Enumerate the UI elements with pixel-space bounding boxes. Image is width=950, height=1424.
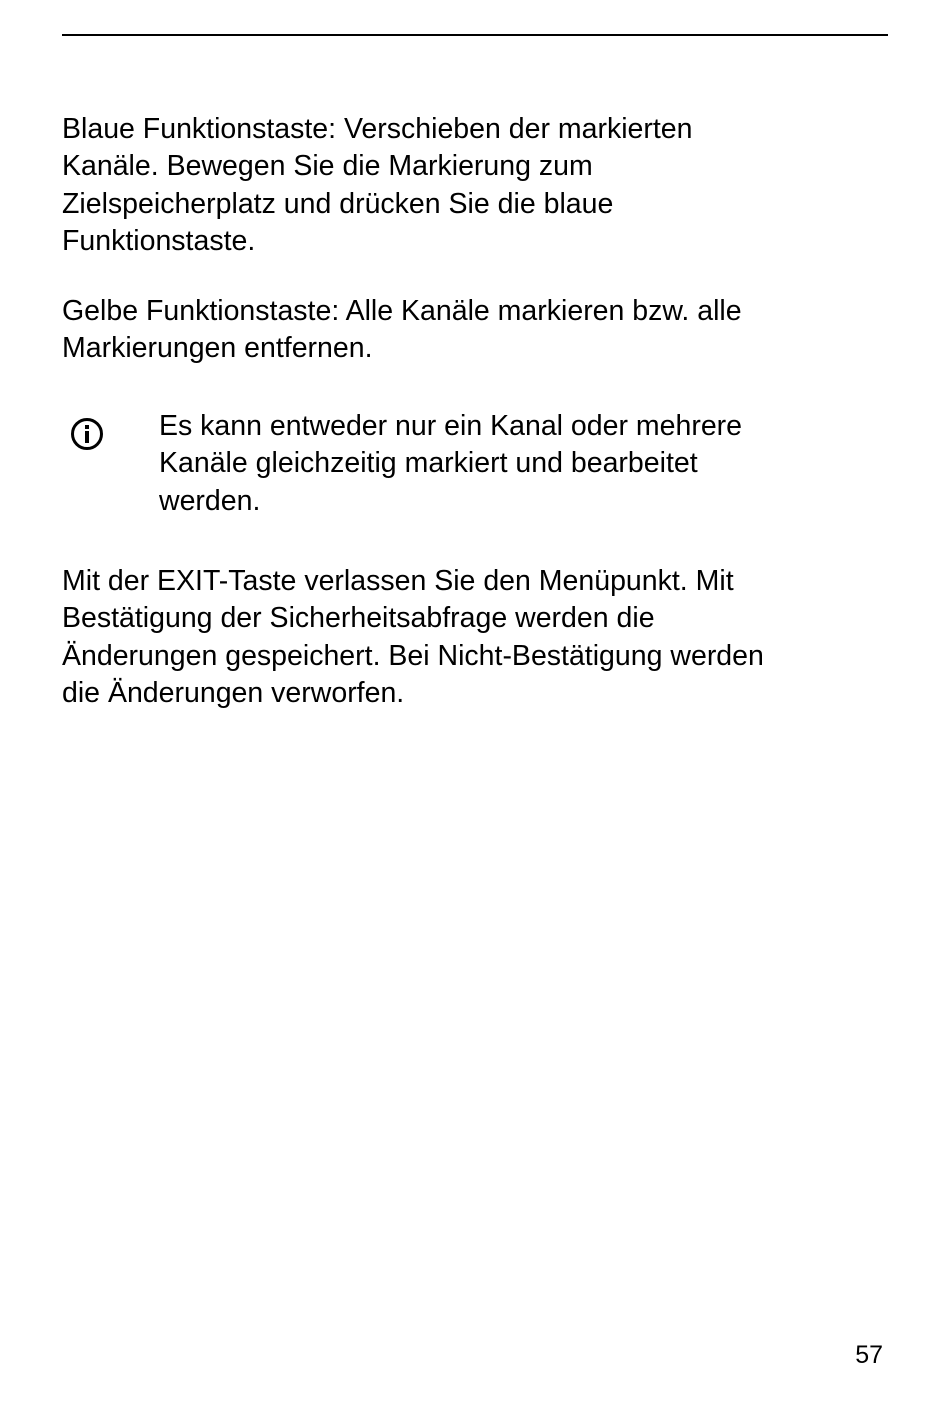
paragraph-blue-key: Blaue Funktionstaste: Verschieben der markierten Kanäle. Bewegen Sie die Markierung zum Zielspeicherplatz und drücken Sie die blaue Funktionstaste. <box>62 113 693 257</box>
note-text: Es kann entweder nur ein Kanal oder mehrere Kanäle gleichzeitig markiert und bearbeitet werden. <box>159 410 743 517</box>
paragraph-yellow-key: Gelbe Funktionstaste: Alle Kanäle markieren bzw. alle Markierungen entfernen. <box>62 295 742 365</box>
page-number: 57 <box>855 1341 883 1369</box>
paragraph-exit-key: Mit der EXIT-Taste verlassen Sie den Menüpunkt. Mit Bestätigung der Sicherheitsabfrage werden die Änderungen gespeichert. Bei Nicht-Bestätigung werden die Änderungen verworfen. <box>62 565 764 709</box>
info-icon <box>70 417 104 451</box>
header-rule <box>62 34 888 36</box>
